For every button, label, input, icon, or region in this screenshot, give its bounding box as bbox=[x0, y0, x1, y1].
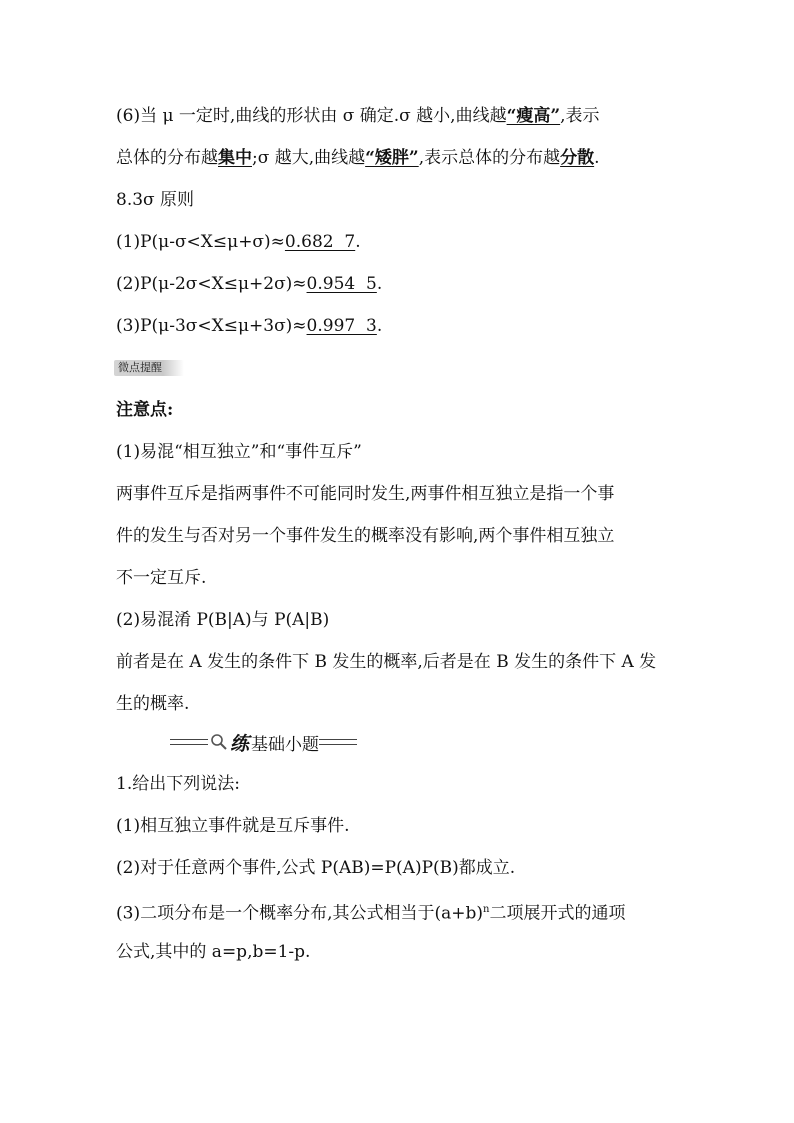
line-distribution: 总体的分布越集中;σ 越大,曲线越“矮胖”,表示总体的分布越分散. bbox=[116, 148, 600, 168]
banner-title: 基础小题 bbox=[251, 734, 320, 755]
banner-rule-right bbox=[319, 739, 357, 745]
answer-0-9973: 0.997 3 bbox=[306, 316, 377, 336]
answer-ai-pang: “矮胖” bbox=[365, 148, 419, 168]
rule-2-sigma: (2)P(μ-2σ<X≤μ+2σ)≈0.954 5. bbox=[116, 274, 383, 294]
answer-shou-gao: “瘦高” bbox=[506, 106, 561, 126]
rule-1-sigma: (1)P(μ-σ<X≤μ+σ)≈0.682 7. bbox=[116, 232, 361, 252]
magnifier-icon bbox=[210, 733, 228, 751]
answer-0-6827: 0.682 7 bbox=[284, 232, 356, 252]
practice-icon: 练 bbox=[230, 732, 250, 755]
statement-3: (3)二项分布是一个概率分布,其公式相当于$(a+b)^n$二项展开式的通项 bbox=[116, 903, 626, 924]
question-1: 1.给出下列说法: bbox=[116, 774, 240, 794]
answer-0-9545: 0.954 5 bbox=[306, 274, 377, 294]
statement-3-cont: 公式,其中的 a=p,b=1-p. bbox=[116, 942, 311, 962]
section-3sigma-heading: 8.3σ 原则 bbox=[116, 190, 195, 210]
rule-3-sigma: (3)P(μ-3σ<X≤μ+3σ)≈0.997 3. bbox=[116, 316, 383, 336]
note-2-body-2: 生的概率. bbox=[116, 694, 190, 714]
statement-1: (1)相互独立事件就是互斥事件. bbox=[116, 816, 350, 836]
line-sigma-shape: (6)当 μ 一定时,曲线的形状由 σ 确定.σ 越小,曲线越“瘦高”,表示 bbox=[116, 106, 600, 126]
statement-2: (2)对于任意两个事件,公式 P(AB)=P(A)P(B)都成立. bbox=[116, 858, 516, 878]
note-1-body-3: 不一定互斥. bbox=[116, 568, 207, 588]
notes-heading: 注意点: bbox=[116, 400, 174, 420]
banner-rule-left bbox=[170, 739, 208, 745]
note-1-title: (1)易混“相互独立”和“事件互斥” bbox=[116, 442, 362, 462]
practice-banner bbox=[170, 730, 357, 754]
answer-ji-zhong: 集中 bbox=[218, 148, 252, 168]
answer-fen-san: 分散 bbox=[560, 148, 595, 168]
note-2-title: (2)易混淆 P(B|A)与 P(A|B) bbox=[116, 610, 330, 630]
note-1-body-1: 两事件互斥是指两事件不可能同时发生,两事件相互独立是指一个事 bbox=[116, 484, 615, 504]
note-2-body-1: 前者是在 A 发生的条件下 B 发生的概率,后者是在 B 发生的条件下 A 发 bbox=[116, 652, 657, 672]
note-1-body-2: 件的发生与否对另一个事件发生的概率没有影响,两个事件相互独立 bbox=[116, 526, 615, 546]
tip-badge: 微点提醒 bbox=[114, 360, 184, 376]
